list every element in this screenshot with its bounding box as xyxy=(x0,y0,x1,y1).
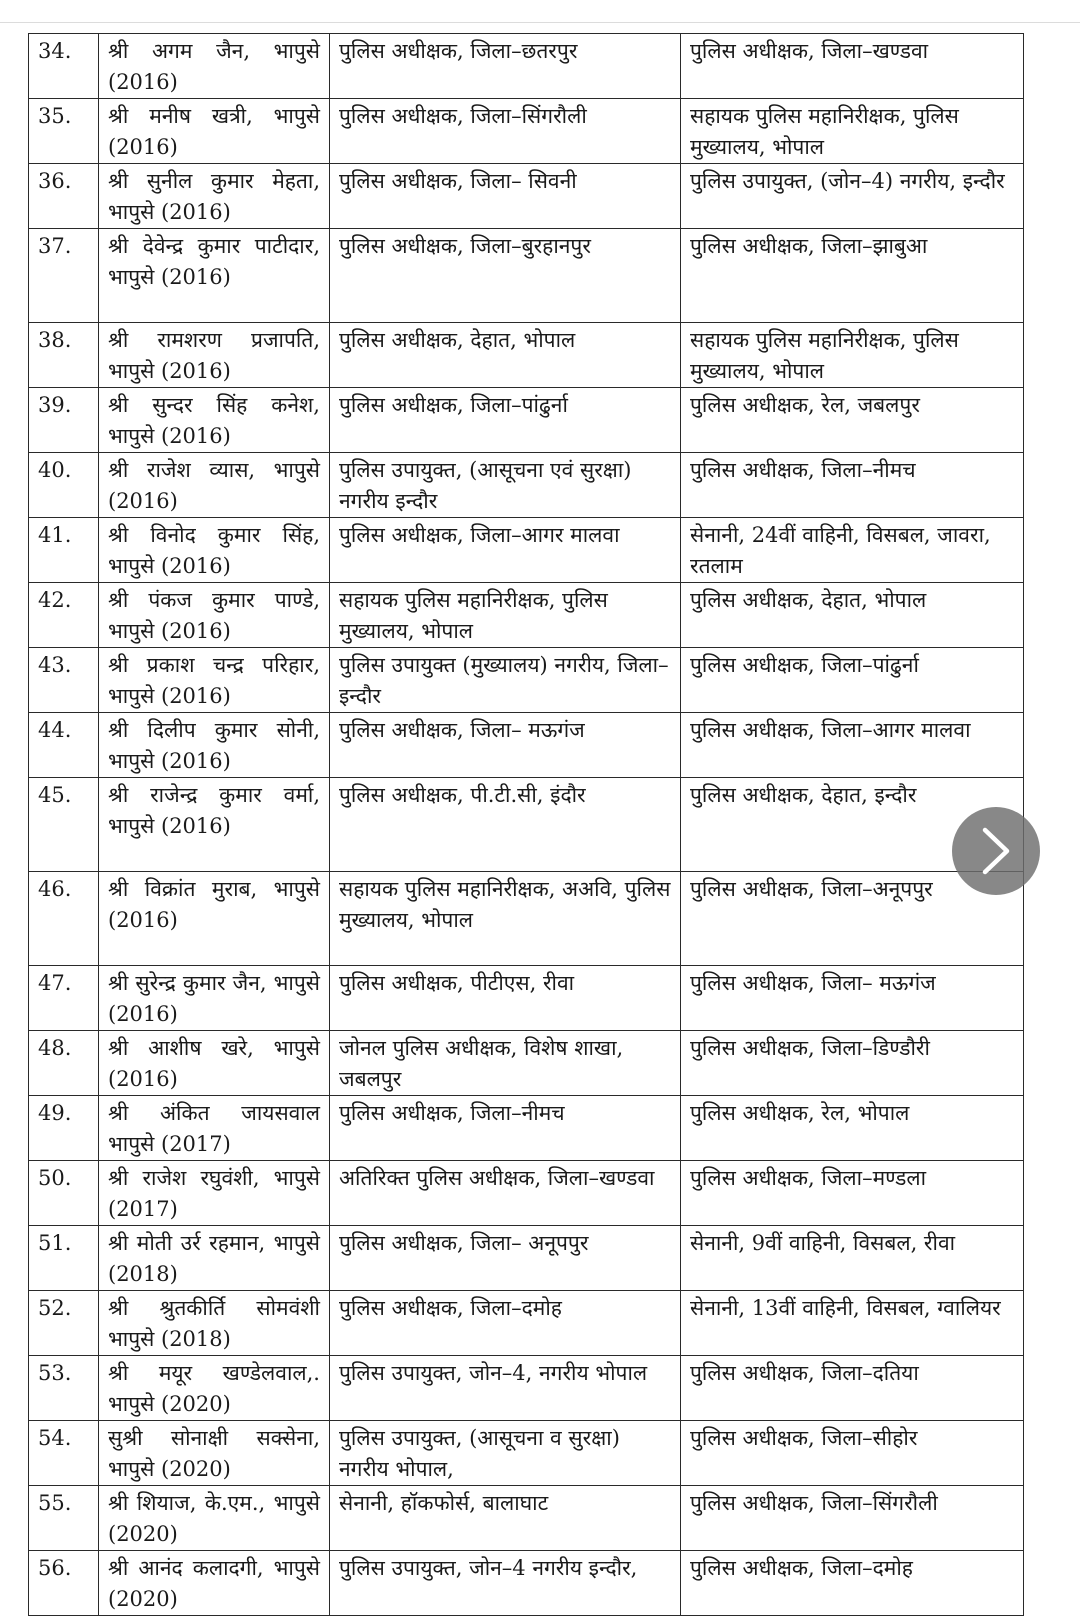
table-row xyxy=(29,1486,1024,1551)
serial-number-cell: 51. xyxy=(29,1226,99,1291)
officer-name-cell: श्री सुनील कुमार मेहता, भापुसे (2016) xyxy=(99,164,330,229)
current-posting-cell: अतिरिक्त पुलिस अधीक्षक, जिला–खण्डवा xyxy=(330,1161,681,1226)
serial-number-cell: 53. xyxy=(29,1356,99,1421)
current-posting-cell: पुलिस उपायुक्त, (आसूचना व सुरक्षा) नगरीय भोपाल, xyxy=(330,1421,681,1486)
serial-number-cell: 37. xyxy=(29,229,99,323)
top-divider xyxy=(0,22,1080,23)
serial-number-cell: 34. xyxy=(29,34,99,99)
current-posting-cell: पुलिस उपायुक्त, जोन–4 नगरीय इन्दौर, xyxy=(330,1551,681,1616)
officer-name-cell: श्री आनंद कलादगी, भापुसे (2020) xyxy=(99,1551,330,1616)
new-posting-cell: पुलिस उपायुक्त, (जोन–4) नगरीय, इन्दौर xyxy=(681,164,1024,229)
new-posting-cell: पुलिस अधीक्षक, जिला–डिण्डौरी xyxy=(681,1031,1024,1096)
officer-name-cell: श्री शियाज, के.एम., भापुसे (2020) xyxy=(99,1486,330,1551)
officer-name-cell: श्री देवेन्द्र कुमार पाटीदार, भापुसे (2016) xyxy=(99,229,330,323)
table-row xyxy=(29,1356,1024,1421)
serial-number-cell: 56. xyxy=(29,1551,99,1616)
current-posting-cell: जोनल पुलिस अधीक्षक, विशेष शाखा, जबलपुर xyxy=(330,1031,681,1096)
new-posting-cell: पुलिस अधीक्षक, रेल, जबलपुर xyxy=(681,388,1024,453)
officer-name-cell: श्री अंकित जायसवाल भापुसे (2017) xyxy=(99,1096,330,1161)
officer-name-cell: श्री सुरेन्द्र कुमार जैन, भापुसे (2016) xyxy=(99,966,330,1031)
officer-name-cell: श्री राजेन्द्र कुमार वर्मा, भापुसे (2016) xyxy=(99,778,330,872)
new-posting-cell: सेनानी, 24वीं वाहिनी, विसबल, जावरा, रतलाम xyxy=(681,518,1024,583)
table-row xyxy=(29,1161,1024,1226)
new-posting-cell: पुलिस अधीक्षक, देहात, इन्दौर xyxy=(681,778,1024,872)
table-row xyxy=(29,648,1024,713)
current-posting-cell: पुलिस अधीक्षक, जिला– मऊगंज xyxy=(330,713,681,778)
current-posting-cell: पुलिस अधीक्षक, जिला–आगर मालवा xyxy=(330,518,681,583)
new-posting-cell: पुलिस अधीक्षक, रेल, भोपाल xyxy=(681,1096,1024,1161)
new-posting-cell: पुलिस अधीक्षक, जिला–खण्डवा xyxy=(681,34,1024,99)
serial-number-cell: 43. xyxy=(29,648,99,713)
table-row xyxy=(29,583,1024,648)
table-row xyxy=(29,1226,1024,1291)
table-row xyxy=(29,966,1024,1031)
serial-number-cell: 52. xyxy=(29,1291,99,1356)
officer-name-cell: श्री विनोद कुमार सिंह, भापुसे (2016) xyxy=(99,518,330,583)
new-posting-cell: सेनानी, 9वीं वाहिनी, विसबल, रीवा xyxy=(681,1226,1024,1291)
current-posting-cell: पुलिस अधीक्षक, देहात, भोपाल xyxy=(330,323,681,388)
current-posting-cell: पुलिस अधीक्षक, पीटीएस, रीवा xyxy=(330,966,681,1031)
table-row xyxy=(29,164,1024,229)
officer-name-cell: श्री प्रकाश चन्द्र परिहार, भापुसे (2016) xyxy=(99,648,330,713)
current-posting-cell: पुलिस उपायुक्त, जोन–4, नगरीय भोपाल xyxy=(330,1356,681,1421)
table-row xyxy=(29,1421,1024,1486)
current-posting-cell: पुलिस अधीक्षक, जिला– सिवनी xyxy=(330,164,681,229)
new-posting-cell: पुलिस अधीक्षक, जिला–दमोह xyxy=(681,1551,1024,1616)
officer-name-cell: श्री मनीष खत्री, भापुसे (2016) xyxy=(99,99,330,164)
serial-number-cell: 42. xyxy=(29,583,99,648)
current-posting-cell: पुलिस अधीक्षक, जिला–दमोह xyxy=(330,1291,681,1356)
table-row xyxy=(29,99,1024,164)
new-posting-cell: पुलिस अधीक्षक, जिला–अनूपपुर xyxy=(681,872,1024,966)
officer-name-cell: श्री विक्रांत मुराब, भापुसे (2016) xyxy=(99,872,330,966)
table-row xyxy=(29,453,1024,518)
current-posting-cell: पुलिस अधीक्षक, जिला–नीमच xyxy=(330,1096,681,1161)
officer-name-cell: श्री मयूर खण्डेलवाल,. भापुसे (2020) xyxy=(99,1356,330,1421)
table-row xyxy=(29,713,1024,778)
officer-name-cell: श्री सुन्दर सिंह कनेश, भापुसे (2016) xyxy=(99,388,330,453)
current-posting-cell: पुलिस उपायुक्त, (आसूचना एवं सुरक्षा) नगरीय इन्दौर xyxy=(330,453,681,518)
officer-name-cell: सुश्री सोनाक्षी सक्सेना, भापुसे (2020) xyxy=(99,1421,330,1486)
transfer-table-body xyxy=(29,34,1024,1616)
table-row xyxy=(29,518,1024,583)
new-posting-cell: सेनानी, 13वीं वाहिनी, विसबल, ग्वालियर xyxy=(681,1291,1024,1356)
new-posting-cell: पुलिस अधीक्षक, जिला–झाबुआ xyxy=(681,229,1024,323)
table-row xyxy=(29,778,1024,872)
new-posting-cell: पुलिस अधीक्षक, देहात, भोपाल xyxy=(681,583,1024,648)
officer-name-cell: श्री आशीष खरे, भापुसे (2016) xyxy=(99,1031,330,1096)
serial-number-cell: 45. xyxy=(29,778,99,872)
serial-number-cell: 38. xyxy=(29,323,99,388)
current-posting-cell: पुलिस अधीक्षक, जिला–पांढुर्ना xyxy=(330,388,681,453)
next-page-button[interactable] xyxy=(952,807,1040,895)
new-posting-cell: सहायक पुलिस महानिरीक्षक, पुलिस मुख्यालय, भोपाल xyxy=(681,323,1024,388)
table-row xyxy=(29,872,1024,966)
serial-number-cell: 35. xyxy=(29,99,99,164)
officer-name-cell: श्री राजेश रघुवंशी, भापुसे (2017) xyxy=(99,1161,330,1226)
serial-number-cell: 44. xyxy=(29,713,99,778)
serial-number-cell: 41. xyxy=(29,518,99,583)
officer-name-cell: श्री श्रुतकीर्ति सोमवंशी भापुसे (2018) xyxy=(99,1291,330,1356)
new-posting-cell: पुलिस अधीक्षक, जिला–नीमच xyxy=(681,453,1024,518)
officer-name-cell: श्री मोती उर्र रहमान, भापुसे (2018) xyxy=(99,1226,330,1291)
transfer-table xyxy=(28,33,1024,1616)
current-posting-cell: पुलिस उपायुक्त (मुख्यालय) नगरीय, जिला–इन्दौर xyxy=(330,648,681,713)
table-row xyxy=(29,1291,1024,1356)
table-row xyxy=(29,1551,1024,1616)
officer-name-cell: श्री राजेश व्यास, भापुसे (2016) xyxy=(99,453,330,518)
serial-number-cell: 47. xyxy=(29,966,99,1031)
new-posting-cell: पुलिस अधीक्षक, जिला– मऊगंज xyxy=(681,966,1024,1031)
current-posting-cell: सेनानी, हॉकफोर्स, बालाघाट xyxy=(330,1486,681,1551)
serial-number-cell: 54. xyxy=(29,1421,99,1486)
current-posting-cell: पुलिस अधीक्षक, पी.टी.सी, इंदौर xyxy=(330,778,681,872)
new-posting-cell: सहायक पुलिस महानिरीक्षक, पुलिस मुख्यालय, भोपाल xyxy=(681,99,1024,164)
table-row xyxy=(29,388,1024,453)
new-posting-cell: पुलिस अधीक्षक, जिला–सिंगरौली xyxy=(681,1486,1024,1551)
current-posting-cell: सहायक पुलिस महानिरीक्षक, अअवि, पुलिस मुख्यालय, भोपाल xyxy=(330,872,681,966)
serial-number-cell: 40. xyxy=(29,453,99,518)
officer-name-cell: श्री अगम जैन, भापुसे (2016) xyxy=(99,34,330,99)
officer-name-cell: श्री दिलीप कुमार सोनी, भापुसे (2016) xyxy=(99,713,330,778)
new-posting-cell: पुलिस अधीक्षक, जिला–सीहोर xyxy=(681,1421,1024,1486)
serial-number-cell: 55. xyxy=(29,1486,99,1551)
current-posting-cell: पुलिस अधीक्षक, जिला–छतरपुर xyxy=(330,34,681,99)
serial-number-cell: 48. xyxy=(29,1031,99,1096)
officer-name-cell: श्री पंकज कुमार पाण्डे, भापुसे (2016) xyxy=(99,583,330,648)
chevron-right-icon xyxy=(979,826,1013,876)
table-row xyxy=(29,34,1024,99)
table-row xyxy=(29,1031,1024,1096)
current-posting-cell: पुलिस अधीक्षक, जिला–सिंगरौली xyxy=(330,99,681,164)
new-posting-cell: पुलिस अधीक्षक, जिला–मण्डला xyxy=(681,1161,1024,1226)
serial-number-cell: 50. xyxy=(29,1161,99,1226)
serial-number-cell: 39. xyxy=(29,388,99,453)
table-row xyxy=(29,1096,1024,1161)
table-row xyxy=(29,229,1024,323)
new-posting-cell: पुलिस अधीक्षक, जिला–दतिया xyxy=(681,1356,1024,1421)
new-posting-cell: पुलिस अधीक्षक, जिला–पांढुर्ना xyxy=(681,648,1024,713)
current-posting-cell: सहायक पुलिस महानिरीक्षक, पुलिस मुख्यालय, भोपाल xyxy=(330,583,681,648)
officer-name-cell: श्री रामशरण प्रजापति, भापुसे (2016) xyxy=(99,323,330,388)
current-posting-cell: पुलिस अधीक्षक, जिला–बुरहानपुर xyxy=(330,229,681,323)
new-posting-cell: पुलिस अधीक्षक, जिला–आगर मालवा xyxy=(681,713,1024,778)
serial-number-cell: 36. xyxy=(29,164,99,229)
serial-number-cell: 49. xyxy=(29,1096,99,1161)
table-row xyxy=(29,323,1024,388)
current-posting-cell: पुलिस अधीक्षक, जिला– अनूपपुर xyxy=(330,1226,681,1291)
serial-number-cell: 46. xyxy=(29,872,99,966)
